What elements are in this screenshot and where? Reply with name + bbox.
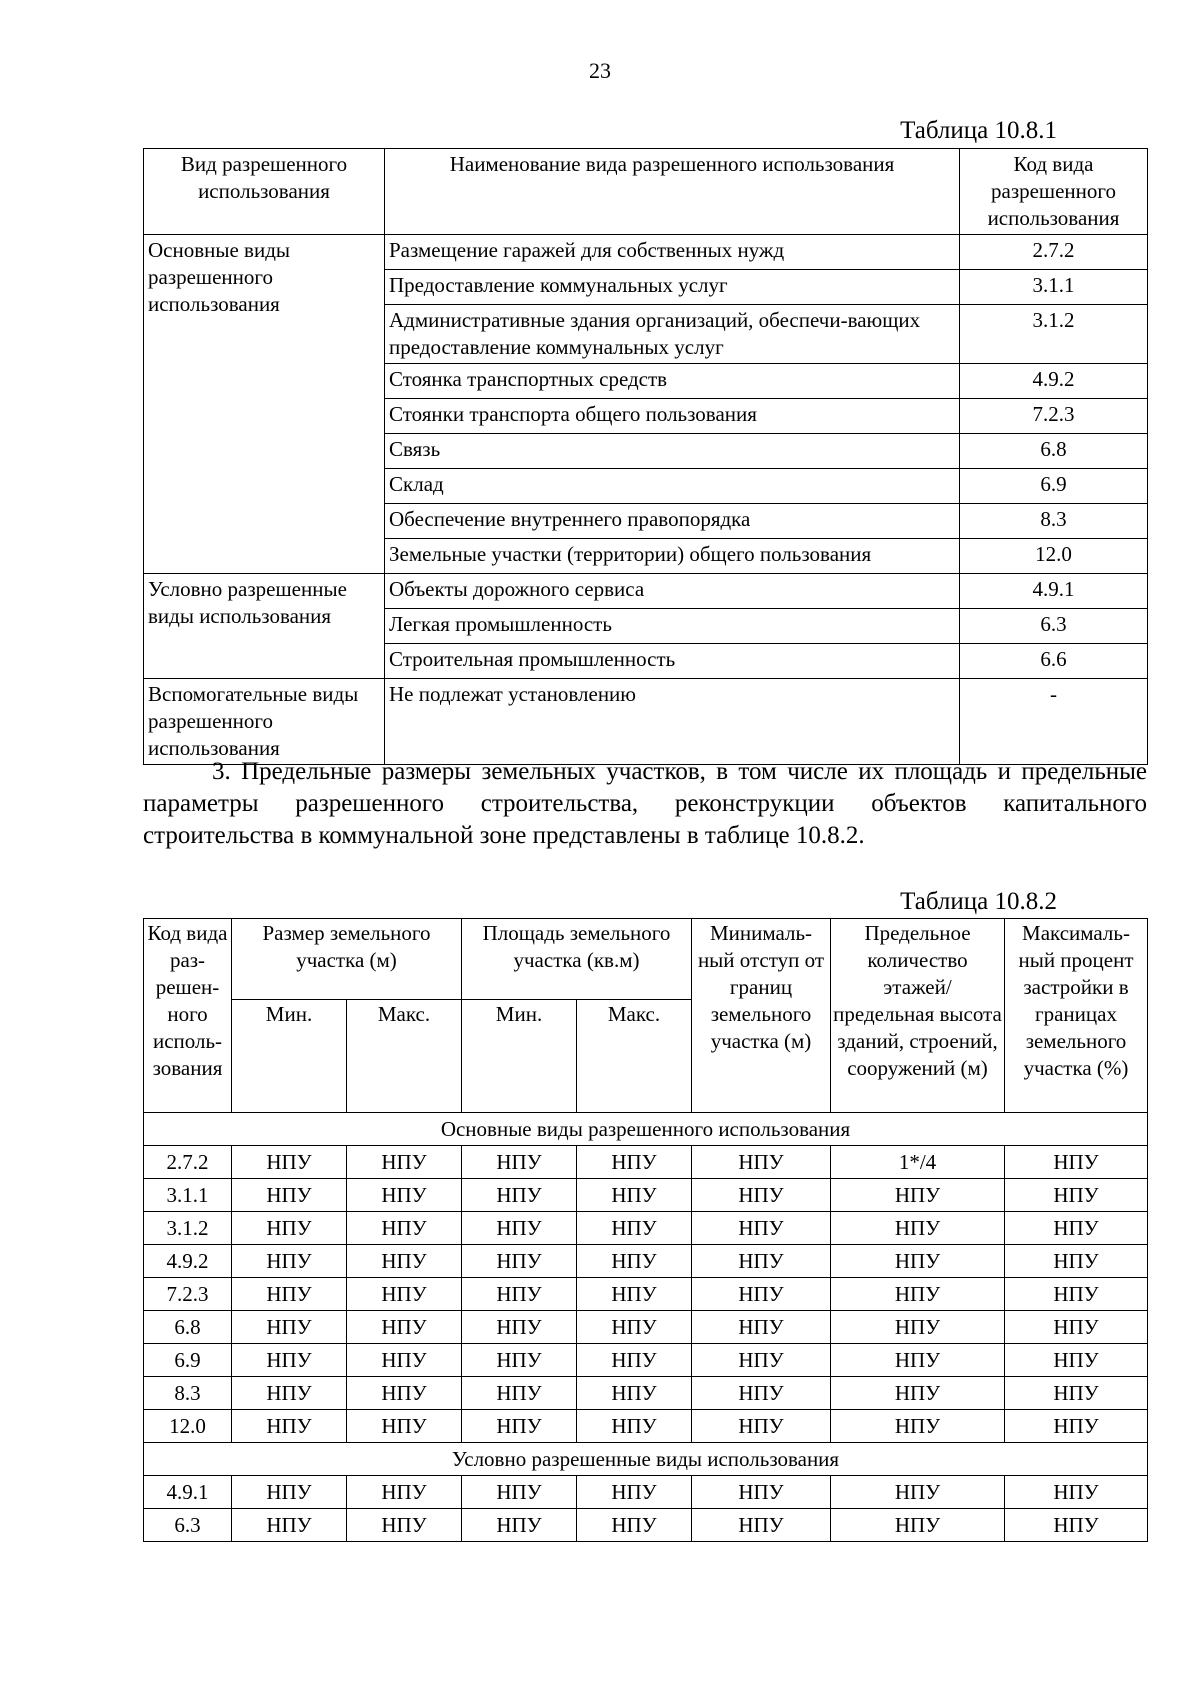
table-cell: НПУ [462,1245,577,1278]
table-row [144,1146,1148,1179]
use-name: Административные здания организаций, обеспечи-вающих предоставление коммунальных услуг [385,305,960,364]
table-cell: НПУ [232,1311,347,1344]
header-max-percent: Максималь-ный процент застройки в границах земельного участка (%) [1005,919,1148,1113]
table-row [144,1410,1148,1443]
table-cell: НПУ [831,1311,1005,1344]
table-cell: НПУ [831,1476,1005,1509]
table-cell: НПУ [462,1377,577,1410]
table-cell: НПУ [347,1410,462,1443]
table-cell: НПУ [462,1212,577,1245]
header-min-indent: Минималь-ный отступ от границ земельного участка (м) [692,919,831,1113]
table-row [144,1509,1148,1542]
table-cell: НПУ [232,1245,347,1278]
table-cell: НПУ [577,1476,692,1509]
table-cell: НПУ [232,1410,347,1443]
table-row [144,1377,1148,1410]
table-cell: НПУ [577,1509,692,1542]
table-row [144,1179,1148,1212]
table-cell: НПУ [692,1476,831,1509]
table-cell: НПУ [347,1509,462,1542]
header-size-min: Мин. [232,1000,347,1113]
row-code: 2.7.2 [144,1146,232,1179]
table-cell: НПУ [577,1377,692,1410]
use-name: Не подлежат установлению [385,679,960,765]
table-cell: НПУ [692,1311,831,1344]
table-cell: НПУ [462,1476,577,1509]
row-code: 3.1.2 [144,1212,232,1245]
header-floors: Предельное количество этажей/ предельная высота зданий, строений, сооружений (м) [831,919,1005,1113]
table-cell: НПУ [577,1179,692,1212]
table-cell: НПУ [831,1212,1005,1245]
use-name: Предоставление коммунальных услуг [385,270,960,305]
table-cell: НПУ [347,1278,462,1311]
page-number: 23 [589,58,611,83]
use-name: Склад [385,469,960,504]
table1-caption: Таблица 10.8.1 [900,117,1057,144]
table-cell: НПУ [577,1212,692,1245]
use-code: 6.3 [960,609,1148,644]
table-cell: НПУ [347,1212,462,1245]
section-row [144,1113,1148,1146]
table-cell: НПУ [347,1179,462,1212]
table-cell: НПУ [831,1410,1005,1443]
table-cell: НПУ [347,1344,462,1377]
use-name: Объекты дорожного сервиса [385,574,960,609]
table-cell: НПУ [462,1278,577,1311]
use-code: 4.9.1 [960,574,1148,609]
table-cell: НПУ [462,1509,577,1542]
table-cell: НПУ [692,1344,831,1377]
row-code: 6.8 [144,1311,232,1344]
table-cell: НПУ [1005,1311,1148,1344]
row-code: 6.9 [144,1344,232,1377]
row-code: 12.0 [144,1410,232,1443]
table-cell: НПУ [232,1179,347,1212]
table-cell: НПУ [1005,1377,1148,1410]
table-row [144,1212,1148,1245]
table-cell: НПУ [692,1146,831,1179]
table2-caption: Таблица 10.8.2 [900,888,1057,915]
use-code: 6.9 [960,469,1148,504]
table-cell: НПУ [347,1476,462,1509]
row-code: 7.2.3 [144,1278,232,1311]
header-code: Код вида разрешенного использования [960,149,1148,235]
table-cell: НПУ [831,1344,1005,1377]
use-name: Строительная промышленность [385,644,960,679]
section-title: Условно разрешенные виды использования [144,1443,1148,1476]
header-name: Наименование вида разрешенного использования [385,149,960,235]
table-cell: НПУ [831,1179,1005,1212]
section-title: Основные виды разрешенного использования [144,1113,1148,1146]
use-name: Размещение гаражей для собственных нужд [385,235,960,270]
use-code: 6.6 [960,644,1148,679]
table-cell: НПУ [462,1146,577,1179]
table-cell: НПУ [692,1212,831,1245]
use-name: Стоянки транспорта общего пользования [385,399,960,434]
header-area: Площадь земельного участка (кв.м) [462,919,692,1000]
table-cell: НПУ [577,1278,692,1311]
use-code: 12.0 [960,539,1148,574]
row-code: 4.9.1 [144,1476,232,1509]
table-cell: НПУ [1005,1410,1148,1443]
table-cell: НПУ [232,1344,347,1377]
table-cell: НПУ [577,1245,692,1278]
use-code: 3.1.2 [960,305,1148,364]
header-area-max: Макс. [577,1000,692,1113]
table-cell: НПУ [577,1311,692,1344]
use-name: Связь [385,434,960,469]
table-cell: НПУ [692,1179,831,1212]
use-name: Обеспечение внутреннего правопорядка [385,504,960,539]
section-row [144,1443,1148,1476]
group-label: Условно разрешенные виды использования [144,574,385,679]
table-cell: НПУ [232,1476,347,1509]
table-cell: НПУ [347,1146,462,1179]
table-cell: НПУ [692,1278,831,1311]
table-row [144,235,1148,270]
table-cell: НПУ [347,1245,462,1278]
table-cell: НПУ [831,1245,1005,1278]
group-label: Вспомогательные виды разрешенного использования [144,679,385,765]
permitted-use-table [143,148,1148,765]
row-code: 3.1.1 [144,1179,232,1212]
table-cell: НПУ [1005,1179,1148,1212]
row-code: 6.3 [144,1509,232,1542]
table-cell: НПУ [1005,1476,1148,1509]
table-cell: НПУ [232,1377,347,1410]
table-cell: НПУ [577,1146,692,1179]
table-cell: НПУ [1005,1245,1148,1278]
table-cell: НПУ [347,1311,462,1344]
table-cell: НПУ [577,1410,692,1443]
table-cell: НПУ [232,1146,347,1179]
table-cell: НПУ [831,1278,1005,1311]
table-cell: 1*/4 [831,1146,1005,1179]
header-kind: Вид разрешенного использования [144,149,385,235]
table-row [144,1278,1148,1311]
table-cell: НПУ [462,1311,577,1344]
use-code: 6.8 [960,434,1148,469]
table-cell: НПУ [1005,1278,1148,1311]
header-area-min: Мин. [462,1000,577,1113]
header-size-max: Макс. [347,1000,462,1113]
table-cell: НПУ [462,1410,577,1443]
use-code: 4.9.2 [960,364,1148,399]
table-row [144,1311,1148,1344]
table-cell: НПУ [1005,1212,1148,1245]
use-name: Земельные участки (территории) общего пользования [385,539,960,574]
table-cell: НПУ [462,1179,577,1212]
paragraph-3: 3. Предельные размеры земельных участков, в том числе их площадь и предельные параметры разрешенного строительства, реконструкции объектов капитального строительства в коммунальной зоне представлены в таблице 10.8.2. [143,758,1147,849]
table-cell: НПУ [831,1509,1005,1542]
use-code: 8.3 [960,504,1148,539]
row-code: 8.3 [144,1377,232,1410]
table-cell: НПУ [692,1245,831,1278]
use-name: Легкая промышленность [385,609,960,644]
table-cell: НПУ [1005,1146,1148,1179]
table-cell: НПУ [232,1509,347,1542]
header-code: Код вида раз-решен-ного исполь-зования [144,919,232,1113]
use-code: 7.2.3 [960,399,1148,434]
table-cell: НПУ [1005,1509,1148,1542]
table-cell: НПУ [692,1410,831,1443]
table-cell: НПУ [831,1377,1005,1410]
group-label: Основные виды разрешенного использования [144,235,385,574]
use-name: Стоянка транспортных средств [385,364,960,399]
table-cell: НПУ [1005,1344,1148,1377]
limits-table [143,918,1148,1542]
row-code: 4.9.2 [144,1245,232,1278]
table-cell: НПУ [577,1344,692,1377]
table-row [144,679,1148,765]
table-cell: НПУ [232,1212,347,1245]
table-cell: НПУ [462,1344,577,1377]
table-row [144,1344,1148,1377]
table-cell: НПУ [692,1509,831,1542]
table-row [144,574,1148,609]
use-code: 3.1.1 [960,270,1148,305]
table-cell: НПУ [232,1278,347,1311]
table-row [144,1476,1148,1509]
table-cell: НПУ [347,1377,462,1410]
table-row [144,1245,1148,1278]
use-code: - [960,679,1148,765]
header-size: Размер земельного участка (м) [232,919,462,1000]
use-code: 2.7.2 [960,235,1148,270]
table-cell: НПУ [692,1377,831,1410]
